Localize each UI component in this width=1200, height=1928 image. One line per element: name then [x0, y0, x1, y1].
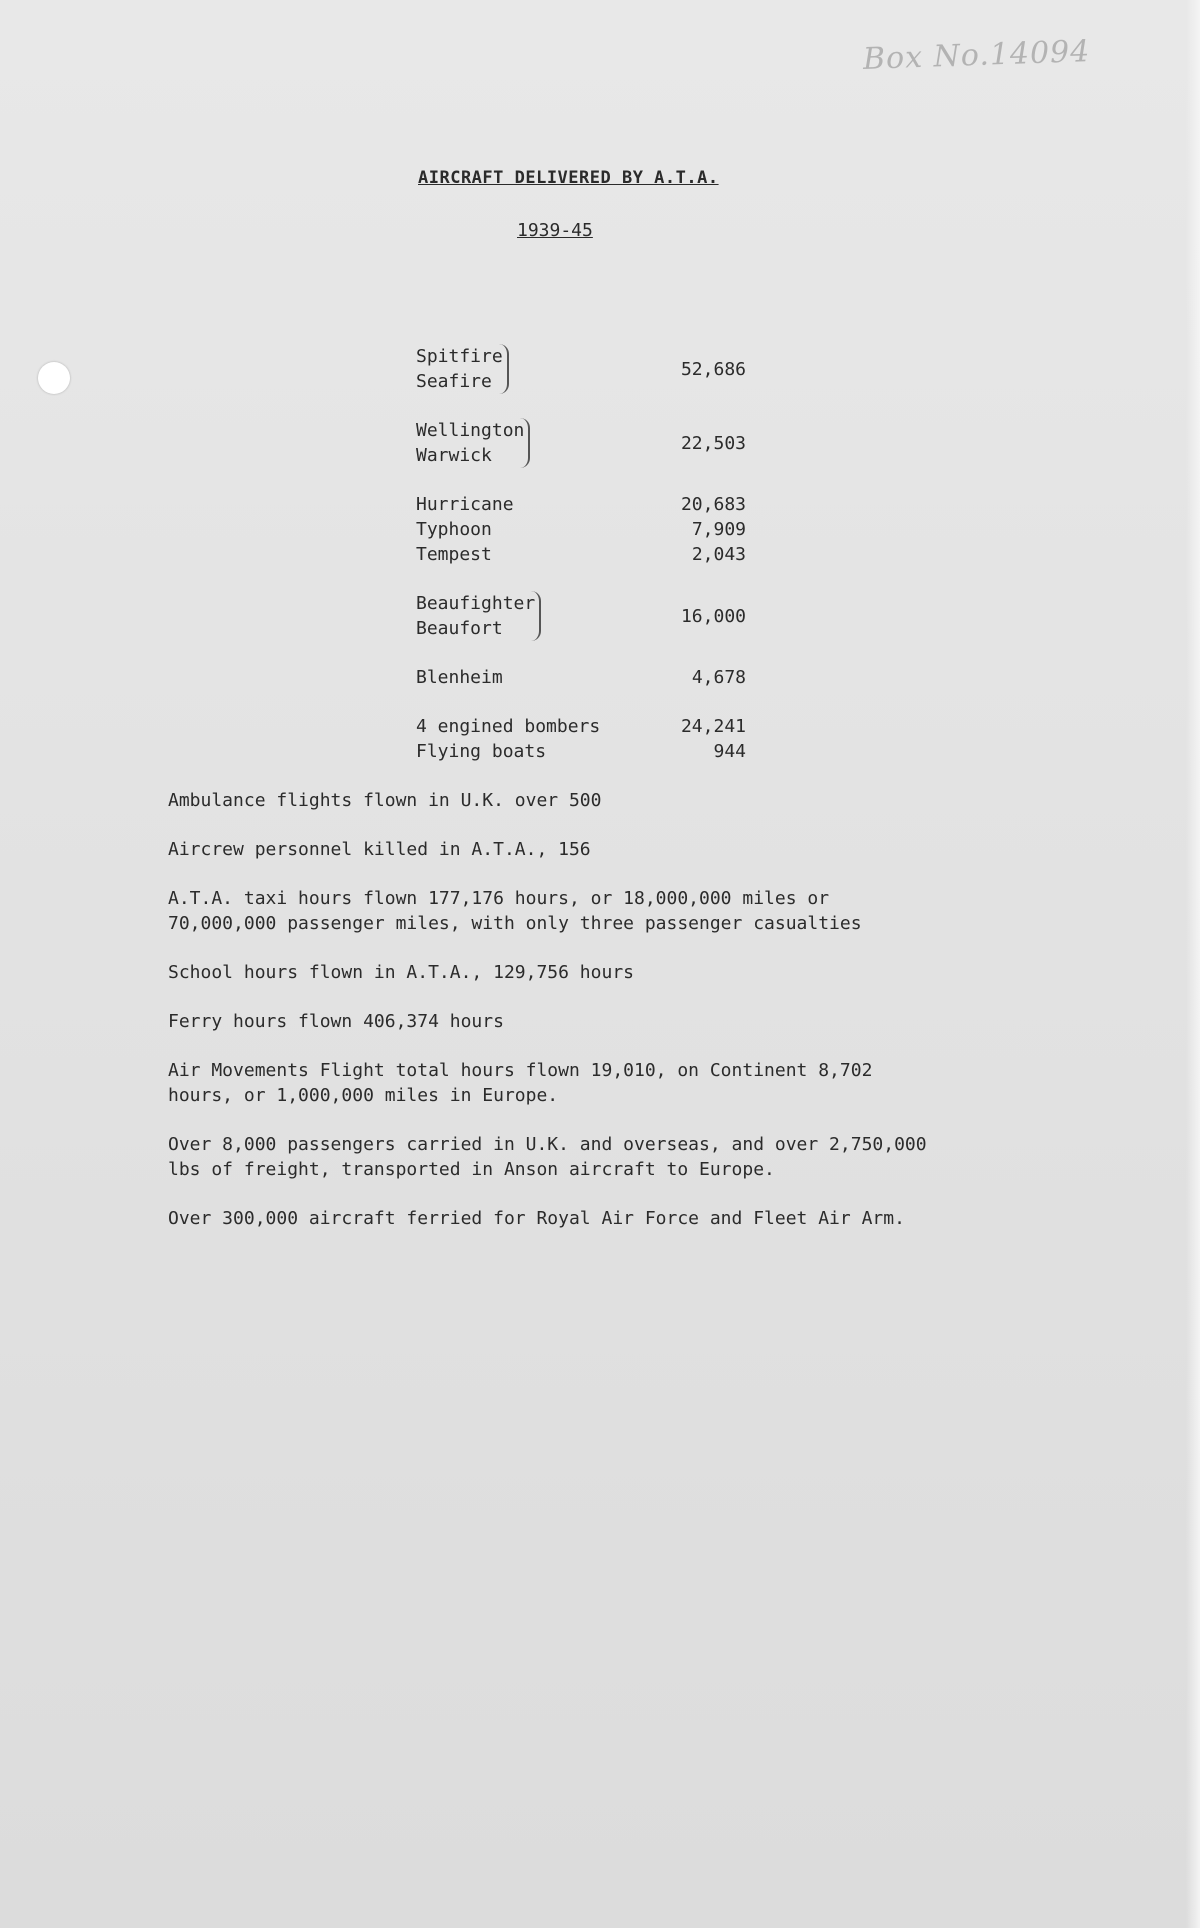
statistics-list	[168, 788, 1068, 1255]
handwritten-reference: Box No.14094	[862, 34, 1091, 77]
aircraft-names	[416, 344, 509, 394]
aircraft-group	[416, 591, 746, 641]
aircraft-type: Flying boats	[416, 741, 547, 762]
aircraft-names	[416, 714, 600, 764]
aircraft-count: 24,241	[680, 716, 746, 737]
aircraft-type: Beaufort	[416, 618, 503, 639]
statistic-statement: A.T.A. taxi hours flown 177,176 hours, or 18,000,000 miles or 70,000,000 passenger miles, with only three passenger casualties	[168, 888, 862, 934]
aircraft-counts	[681, 714, 746, 764]
aircraft-count: 16,000	[680, 605, 746, 627]
aircraft-type: 4 engined bombers	[416, 716, 601, 737]
statistic-statement: Air Movements Flight total hours flown 19,010, on Continent 8,702 hours, or 1,000,000 miles in Europe.	[168, 1060, 873, 1106]
aircraft-names	[416, 591, 541, 641]
aircraft-count: 7,909	[691, 519, 746, 540]
aircraft-counts	[681, 431, 746, 456]
aircraft-count: 22,503	[680, 432, 746, 454]
aircraft-counts	[692, 665, 746, 690]
statistic-statement: Over 8,000 passengers carried in U.K. and overseas, and over 2,750,000 lbs of freight, transported in Anson aircraft to Europe.	[168, 1134, 927, 1180]
punch-hole	[38, 362, 70, 394]
aircraft-type: Spitfire	[416, 346, 503, 367]
statistic-statement: Ferry hours flown 406,374 hours	[168, 1011, 504, 1032]
aircraft-counts	[681, 604, 746, 629]
aircraft-group	[416, 714, 746, 764]
statistic-statement: School hours flown in A.T.A., 129,756 hours	[168, 962, 634, 983]
aircraft-type: Tempest	[416, 544, 492, 565]
aircraft-type: Seafire	[416, 371, 492, 392]
aircraft-type: Typhoon	[416, 519, 492, 540]
aircraft-delivery-table	[416, 344, 746, 788]
aircraft-count: 944	[713, 741, 746, 762]
aircraft-group	[416, 492, 746, 567]
document-title: AIRCRAFT DELIVERED BY A.T.A.	[418, 168, 719, 188]
aircraft-counts	[681, 357, 746, 382]
aircraft-names	[416, 418, 530, 468]
aircraft-names	[416, 665, 503, 690]
aircraft-group	[416, 344, 746, 394]
aircraft-type: Blenheim	[416, 667, 503, 688]
aircraft-count: 2,043	[691, 544, 746, 565]
aircraft-count: 4,678	[691, 667, 746, 688]
aircraft-counts	[681, 492, 746, 567]
aircraft-type: Beaufighter	[416, 593, 536, 614]
statistic-statement: Aircrew personnel killed in A.T.A., 156	[168, 839, 591, 860]
aircraft-group	[416, 418, 746, 468]
aircraft-type: Hurricane	[416, 494, 514, 515]
aircraft-group	[416, 665, 746, 690]
aircraft-type: Wellington	[416, 420, 525, 441]
aircraft-count: 52,686	[680, 358, 746, 380]
statistic-statement: Ambulance flights flown in U.K. over 500	[168, 790, 602, 811]
statistic-statement: Over 300,000 aircraft ferried for Royal Air Force and Fleet Air Arm.	[168, 1208, 905, 1229]
aircraft-count: 20,683	[680, 494, 746, 515]
document-years: 1939-45	[517, 220, 593, 241]
aircraft-type: Warwick	[416, 445, 492, 466]
aircraft-names	[416, 492, 514, 567]
